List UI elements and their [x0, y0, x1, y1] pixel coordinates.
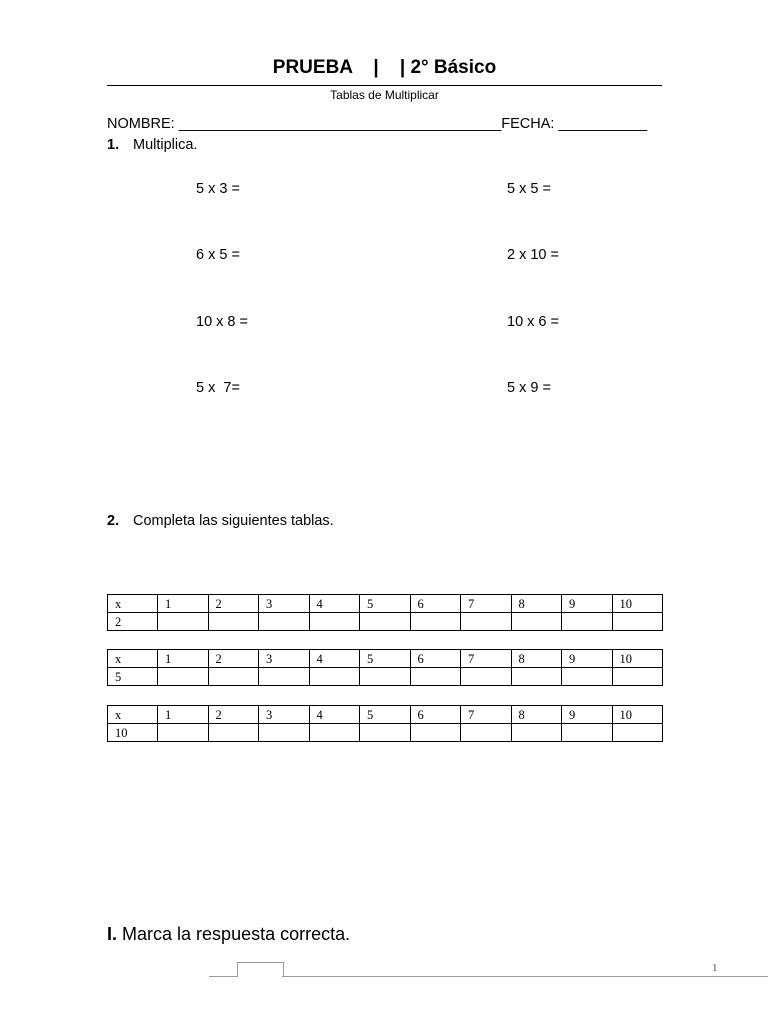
problem-left-1: 5 x 3 = — [196, 181, 240, 197]
answer-cell[interactable] — [259, 613, 310, 631]
footer-tab — [237, 962, 284, 977]
footer-rule-right — [282, 976, 768, 977]
section-1-heading — [107, 137, 197, 153]
answer-cell[interactable] — [309, 724, 360, 742]
section-1-label: Multiplica. — [133, 137, 198, 153]
table-cell: 4 — [309, 650, 360, 668]
multiplication-table-10 — [107, 705, 663, 742]
table-cell: 6 — [410, 650, 461, 668]
section-1-number: 1. — [107, 137, 120, 153]
table-cell: x — [108, 706, 158, 724]
table-cell: 2 — [108, 613, 158, 631]
table-cell: 1 — [158, 595, 209, 613]
answer-cell[interactable] — [158, 668, 209, 686]
table-cell: 4 — [309, 706, 360, 724]
table-cell: 4 — [309, 595, 360, 613]
table-cell: 7 — [461, 706, 512, 724]
answer-cell[interactable] — [511, 668, 562, 686]
table-cell: 2 — [208, 595, 259, 613]
table-header-row — [108, 595, 663, 613]
page-number: 1 — [712, 962, 718, 974]
section-2-label: Completa las siguientes tablas. — [133, 513, 334, 529]
answer-cell[interactable] — [612, 668, 663, 686]
multiplication-table-5 — [107, 649, 663, 686]
answer-cell[interactable] — [158, 724, 209, 742]
problem-right-1: 5 x 5 = — [507, 181, 551, 197]
table-cell: 1 — [158, 650, 209, 668]
answer-cell[interactable] — [461, 668, 512, 686]
table-cell: 5 — [108, 668, 158, 686]
table-cell: 9 — [562, 595, 613, 613]
table-cell: 5 — [360, 706, 411, 724]
table-cell: 10 — [612, 650, 663, 668]
table-cell: 1 — [158, 706, 209, 724]
table-cell: 3 — [259, 650, 310, 668]
problem-left-4: 5 x 7= — [196, 380, 240, 396]
table-cell: 6 — [410, 706, 461, 724]
table-cell: 9 — [562, 706, 613, 724]
section-3-heading — [107, 924, 350, 945]
problem-left-2: 6 x 5 = — [196, 247, 240, 263]
table-answer-row — [108, 613, 663, 631]
table-cell: 2 — [208, 650, 259, 668]
answer-cell[interactable] — [511, 613, 562, 631]
answer-cell[interactable] — [360, 613, 411, 631]
table-cell: 2 — [208, 706, 259, 724]
answer-cell[interactable] — [208, 613, 259, 631]
answer-cell[interactable] — [158, 613, 209, 631]
table-answer-row — [108, 668, 663, 686]
table-cell: 6 — [410, 595, 461, 613]
problem-right-4: 5 x 9 = — [507, 380, 551, 396]
answer-cell[interactable] — [461, 613, 512, 631]
table-cell: 7 — [461, 650, 512, 668]
table-cell: 9 — [562, 650, 613, 668]
footer-rule-left — [209, 976, 237, 977]
section-2-heading — [107, 513, 334, 529]
answer-cell[interactable] — [562, 613, 613, 631]
page-subtitle: Tablas de Multiplicar — [330, 88, 439, 102]
table-cell: 10 — [612, 595, 663, 613]
answer-cell[interactable] — [360, 668, 411, 686]
name-date-line: NOMBRE: ________________________________________FECHA: ___________ — [107, 116, 648, 132]
section-3-label: Marca la respuesta correcta. — [122, 924, 351, 944]
answer-cell[interactable] — [562, 724, 613, 742]
table-cell: 5 — [360, 650, 411, 668]
answer-cell[interactable] — [208, 724, 259, 742]
answer-cell[interactable] — [208, 668, 259, 686]
answer-cell[interactable] — [410, 613, 461, 631]
problem-right-2: 2 x 10 = — [507, 247, 559, 263]
answer-cell[interactable] — [309, 668, 360, 686]
title-divider — [107, 85, 662, 86]
answer-cell[interactable] — [259, 724, 310, 742]
table-cell: 3 — [259, 706, 310, 724]
table-cell: 8 — [511, 595, 562, 613]
table-answer-row — [108, 724, 663, 742]
answer-cell[interactable] — [612, 724, 663, 742]
table-cell: x — [108, 650, 158, 668]
answer-cell[interactable] — [461, 724, 512, 742]
table-cell: 3 — [259, 595, 310, 613]
section-2-number: 2. — [107, 513, 120, 529]
section-3-number: I. — [107, 924, 118, 944]
answer-cell[interactable] — [410, 724, 461, 742]
page-title: PRUEBA | | 2° Básico — [272, 57, 497, 78]
answer-cell[interactable] — [360, 724, 411, 742]
answer-cell[interactable] — [309, 613, 360, 631]
table-cell: 8 — [511, 650, 562, 668]
multiplication-table-2 — [107, 594, 663, 631]
answer-cell[interactable] — [410, 668, 461, 686]
answer-cell[interactable] — [259, 668, 310, 686]
table-cell: 10 — [612, 706, 663, 724]
table-header-row — [108, 706, 663, 724]
table-cell: 10 — [108, 724, 158, 742]
answer-cell[interactable] — [511, 724, 562, 742]
table-cell: 8 — [511, 706, 562, 724]
problem-right-3: 10 x 6 = — [507, 314, 559, 330]
answer-cell[interactable] — [562, 668, 613, 686]
table-cell: 5 — [360, 595, 411, 613]
table-cell: x — [108, 595, 158, 613]
table-cell: 7 — [461, 595, 512, 613]
answer-cell[interactable] — [612, 613, 663, 631]
table-header-row — [108, 650, 663, 668]
problem-left-3: 10 x 8 = — [196, 314, 248, 330]
